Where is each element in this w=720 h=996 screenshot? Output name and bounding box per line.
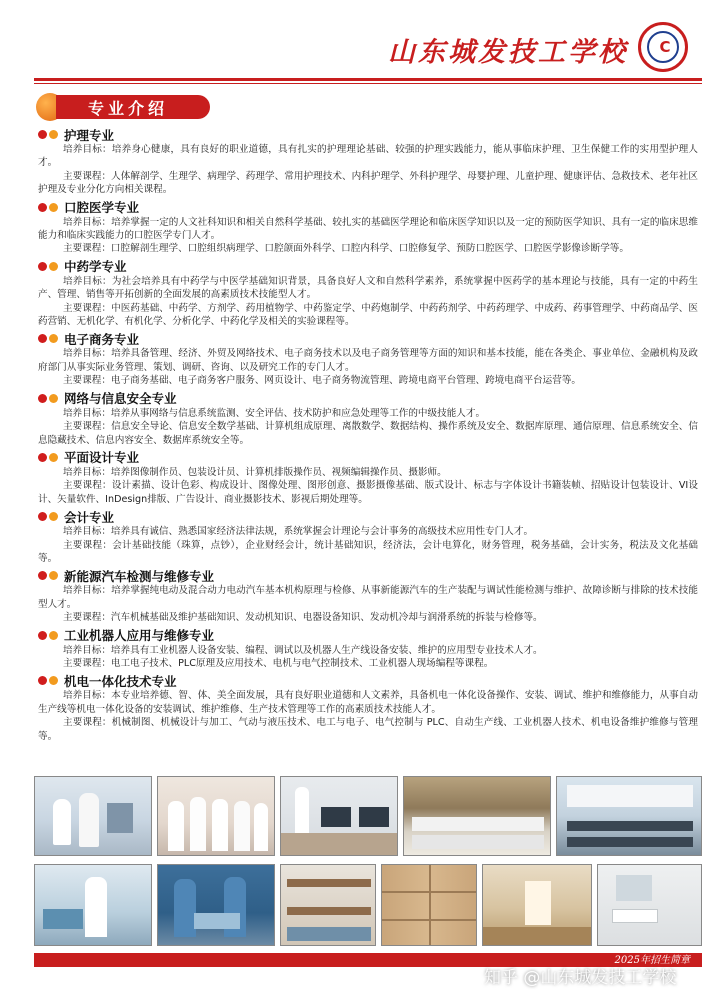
- major-item: [38, 390, 698, 447]
- courses-label: 主要课程：: [62, 539, 113, 551]
- major-title: 机电一体化技术专业: [64, 673, 177, 689]
- courses-text: 汽车机械基础及维护基础知识、发动机知识、电器设备知识、发动机冷却与润滑系统的拆装与检修等。: [110, 612, 543, 624]
- major-title: 网络与信息安全专业: [64, 391, 177, 407]
- section-title: 专业介绍: [88, 99, 169, 118]
- photo-computer-lab: [280, 776, 398, 856]
- courses-text: 中医药基础、中药学、方剂学、药用植物学、中药鉴定学、中药炮制学、中药药剂学、中药药理学、中成药、药事管理学、中药商品学、医药营销、无机化学、有机化学、分析化学、中药化学及相关的实验课程等。: [38, 302, 699, 328]
- major-courses: [38, 374, 698, 387]
- courses-text: 电子商务基础、电子商务客户服务、网页设计、电子商务物流管理、跨境电商平台管理、跨境电商平台运营等。: [110, 375, 582, 387]
- major-item: [38, 258, 698, 329]
- courses-text: 人体解剖学、生理学、病理学、药理学、常用护理技术、内科护理学、外科护理学、母婴护理、儿童护理、健康评估、急救技术、老年社区护理及专业分化方向相关课程。: [38, 170, 699, 196]
- courses-label: 主要课程：: [62, 657, 111, 669]
- bullet-red-icon: [38, 571, 47, 580]
- goal-label: 培养目标：: [62, 348, 112, 360]
- goal-text: 培养图像制作员、包装设计员、计算机排版操作员、视频编辑操作员、摄影师。: [110, 466, 447, 478]
- major-title: 中药学专业: [64, 259, 127, 275]
- majors-list: [38, 126, 698, 745]
- major-heading: [38, 449, 698, 466]
- photo-washroom: [597, 864, 702, 946]
- bullet-red-icon: [38, 130, 47, 139]
- bullet-orange-icon: [49, 512, 58, 521]
- major-courses: [38, 170, 698, 197]
- courses-label: 主要课程：: [62, 243, 111, 255]
- bullet-orange-icon: [49, 262, 58, 271]
- goal-text: 培养掌握纯电动及混合动力电动汽车基本机构原理与检修、从事新能源汽车的生产装配与调试性能检测与维护、故障诊断与排除的技术技能型人才。: [38, 585, 699, 610]
- goal-text: 为社会培养具有中药学与中医学基础知识背景，具备良好人文和自然科学素养，系统掌握中医药学的基本理论与技能，具有一定的中药生产、管理、销售等开拓创新的全面发展的高素质技术技能型人才。: [38, 275, 699, 301]
- major-goal: [38, 347, 698, 374]
- courses-text: 机械制图、机械设计与加工、气动与液压技术、电工与电子、电气控制与 PLC、自动生产线、工业机器人技术、机电设备维护维修与管理等。: [38, 717, 698, 742]
- goal-text: 培养身心健康，具有良好的职业道德，具有扎实的护理理论基础、较强的护理实践能力，能从事临床护理、卫生保健工作的实用型护理人才。: [38, 144, 699, 169]
- bullet-orange-icon: [49, 453, 58, 462]
- major-item: [38, 567, 698, 624]
- watermark-text: 知乎 @山东城发技工学校: [484, 968, 677, 988]
- photo-dormitory: [280, 864, 376, 946]
- major-heading: [38, 672, 698, 689]
- major-courses: [38, 716, 698, 743]
- courses-text: 会计基础技能（珠算，点钞），企业财经会计，统计基础知识，经济法，会计电算化，财务管理，税务基础，会计实务，税法及文化基础等。: [38, 539, 699, 564]
- major-courses: [38, 302, 698, 329]
- major-item: [38, 449, 698, 506]
- bullet-red-icon: [38, 512, 47, 521]
- bullet-orange-icon: [49, 130, 58, 139]
- major-item: [38, 627, 698, 671]
- header-divider: [34, 78, 702, 81]
- goal-label: 培养目标：: [62, 644, 111, 656]
- major-heading: [38, 199, 698, 216]
- goal-label: 培养目标：: [62, 407, 111, 419]
- courses-text: 电工电子技术、PLC原理及应用技术、电机与电气控制技术、工业机器人现场编程等课程。: [110, 657, 494, 669]
- major-courses: [38, 420, 698, 447]
- major-goal: [38, 525, 698, 538]
- major-item: [38, 672, 698, 743]
- major-heading: [38, 258, 698, 275]
- bullet-red-icon: [38, 203, 47, 212]
- major-title: 护理专业: [64, 127, 115, 143]
- bullet-red-icon: [38, 394, 47, 403]
- bullet-red-icon: [38, 676, 47, 685]
- major-goal: [38, 143, 698, 170]
- major-item: [38, 330, 698, 387]
- major-title: 新能源汽车检测与维修专业: [64, 568, 215, 584]
- bullet-orange-icon: [49, 571, 58, 580]
- major-heading: [38, 567, 698, 584]
- goal-label: 培养目标：: [62, 275, 112, 287]
- footer-year-text: 2025年招生简章: [614, 955, 690, 966]
- photo-surgery-training: [157, 864, 275, 946]
- major-courses: [38, 479, 698, 506]
- bullet-red-icon: [38, 453, 47, 462]
- bullet-red-icon: [38, 631, 47, 640]
- major-goal: [38, 584, 698, 611]
- major-title: 会计专业: [64, 509, 115, 525]
- school-logo: [638, 22, 688, 72]
- major-goal: [38, 466, 698, 479]
- goal-text: 培养从事网络与信息系统监测、安全评估、技术防护和应急处理等工作的中级技能人才。: [110, 407, 486, 419]
- major-item: [38, 126, 698, 197]
- courses-label: 主要课程：: [62, 612, 111, 624]
- goal-text: 培养掌握一定的人文社科知识和相关自然科学基础、较扎实的基础医学理论和临床医学知识以及一定的预防医学知识、具有一定的临床思维能力和临床实践能力的口腔医学专门人才。: [38, 216, 699, 242]
- courses-label: 主要课程：: [62, 421, 112, 433]
- major-item: [38, 199, 698, 256]
- courses-label: 主要课程：: [62, 302, 112, 314]
- major-goal: [38, 407, 698, 420]
- major-courses: [38, 242, 698, 255]
- major-goal: [38, 689, 698, 716]
- major-heading: [38, 330, 698, 347]
- bullet-red-icon: [38, 262, 47, 271]
- goal-text: 培养具备管理、经济、外贸及网络技术、电子商务技术以及电子商务管理等方面的知识和基本技能，能在各类企、事业单位、金融机构及政府部门从事实际业务管理、策划、调研、咨询、以及研究工作的专门人才。: [38, 348, 699, 373]
- bullet-orange-icon: [49, 676, 58, 685]
- courses-text: 信息安全导论、信息安全数学基础、计算机组成原理、离散数学、数据结构、操作系统及安全、数据库原理、通信原理、信息系统安全、信息隐藏技术、信息内容安全、数据库系统安全等。: [38, 421, 699, 446]
- photo-nursing-class: [34, 776, 152, 856]
- major-title: 平面设计专业: [64, 450, 140, 466]
- photo-dental-training: [34, 864, 152, 946]
- major-goal: [38, 275, 698, 302]
- bullet-orange-icon: [49, 394, 58, 403]
- section-banner: [36, 93, 212, 121]
- courses-label: 主要课程：: [62, 717, 112, 729]
- header-divider-thin: [34, 83, 702, 84]
- major-title: 工业机器人应用与维修专业: [64, 628, 215, 644]
- photo-classroom: [556, 776, 702, 856]
- courses-label: 主要课程：: [62, 170, 112, 182]
- bullet-orange-icon: [49, 334, 58, 343]
- goal-text: 培养具有诚信、熟悉国家经济法律法规，系统掌握会计理论与会计事务的高级技术应用性专门人才。: [110, 526, 534, 538]
- goal-text: 培养具有工业机器人设备安装、编程、调试以及机器人生产线设备安装、维护的应用型专业技术人才。: [110, 644, 543, 656]
- courses-text: 口腔解剖生理学、口腔组织病理学、口腔颌面外科学、口腔内科学、口腔修复学、预防口腔医学、口腔医学影像诊断学等。: [110, 243, 629, 255]
- page-header: [0, 0, 720, 86]
- goal-text: 本专业培养德、智、体、美全面发展，具有良好职业道德和人文素养，具备机电一体化设备操作、安装、调试、维护和维修能力，从事自动生产线等机电一体化设备的安装调试、维护维修、生产技术管理等工作的高素质技术技能人才。: [38, 690, 699, 715]
- bullet-orange-icon: [49, 203, 58, 212]
- major-heading: [38, 508, 698, 525]
- photo-corridor: [482, 864, 592, 946]
- courses-label: 主要课程：: [62, 480, 112, 492]
- major-goal: [38, 644, 698, 657]
- major-courses: [38, 539, 698, 566]
- logo-emblem-icon: [647, 31, 679, 63]
- bullet-orange-icon: [49, 631, 58, 640]
- major-title: 电子商务专业: [64, 331, 140, 347]
- logo-letter: C: [659, 38, 671, 56]
- courses-text: 设计素描、设计色彩、构成设计、图像处理、图形创意、摄影摄像基础、版式设计、标志与字体设计书籍装帧、招贴设计包装设计、VI设计、矢量软件、InDesign排版、广告设计、商业摄影技术、影视后期处理等。: [38, 480, 699, 505]
- major-courses: [38, 611, 698, 624]
- goal-label: 培养目标：: [62, 466, 111, 478]
- photo-collage: [34, 776, 702, 946]
- major-heading: [38, 627, 698, 644]
- major-heading: [38, 126, 698, 143]
- major-goal: [38, 216, 698, 243]
- major-courses: [38, 657, 698, 670]
- major-item: [38, 508, 698, 565]
- major-heading: [38, 390, 698, 407]
- bullet-red-icon: [38, 334, 47, 343]
- major-title: 口腔医学专业: [64, 200, 140, 216]
- goal-label: 培养目标：: [62, 585, 112, 597]
- goal-label: 培养目标：: [62, 526, 111, 538]
- goal-label: 培养目标：: [62, 216, 112, 228]
- goal-label: 培养目标：: [62, 690, 112, 702]
- courses-label: 主要课程：: [62, 375, 111, 387]
- photo-anatomy-lab: [403, 776, 551, 856]
- photo-nurses-group: [157, 776, 275, 856]
- photo-lockers: [381, 864, 477, 946]
- goal-label: 培养目标：: [62, 144, 112, 155]
- school-name: 山东城发技工学校: [388, 37, 628, 68]
